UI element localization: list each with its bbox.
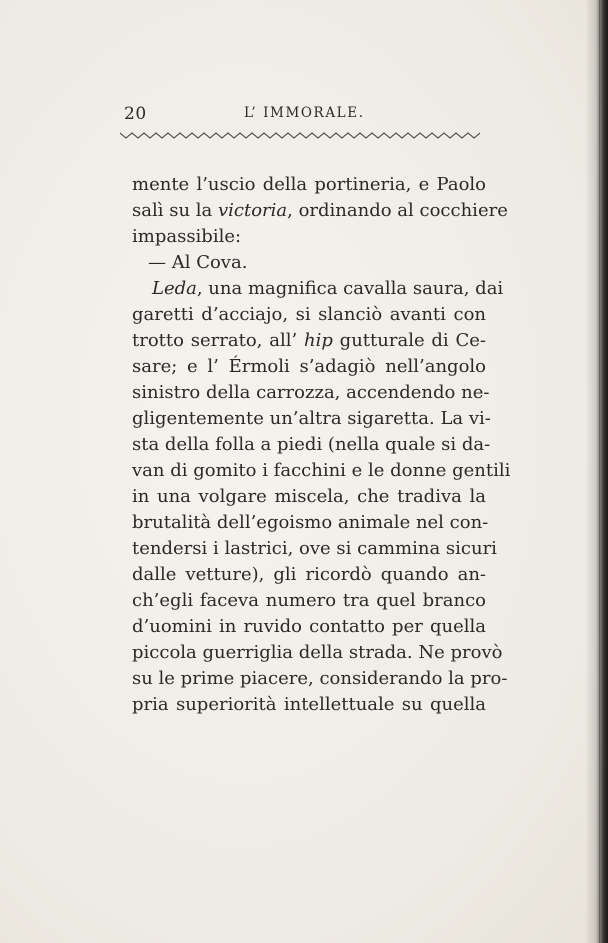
italic-word: victoria: [217, 200, 288, 221]
page-edge: [599, 0, 600, 943]
running-title: L’ IMMORALE.: [244, 105, 365, 121]
text-line: impassibile:: [132, 226, 242, 247]
body-text: [132, 172, 511, 718]
text-line: piccola guerriglia della strada. Ne provò: [132, 642, 503, 663]
ornamental-rule: [120, 129, 480, 141]
text-line: gligentemente un’altra sigaretta. La vi-: [132, 408, 491, 429]
text-line: ch’egli faceva numero tra quel branco: [132, 590, 486, 611]
text-line: pria superiorità intellettuale su quella: [132, 694, 486, 715]
text-line: mente l’uscio della portineria, e Paolo: [132, 174, 486, 195]
ornament-zigzag: [120, 133, 480, 138]
italic-word: hip: [304, 330, 333, 351]
page-number: 20: [124, 104, 147, 124]
text-line: trotto serrato, all’ hip gutturale di Ce-: [132, 330, 487, 351]
text-line: su le prime piacere, considerando la pro-: [132, 668, 508, 689]
text-line: brutalità dell’egoismo animale nel con-: [132, 512, 489, 533]
text-line: dalle vetture), gli ricordò quando an-: [132, 564, 486, 585]
text-line: in una volgare miscela, che tradiva la: [132, 486, 486, 507]
text-line: sinistro della carrozza, accendendo ne-: [132, 382, 490, 403]
text-line: sta della folla a piedi (nella quale si da-: [132, 434, 491, 455]
text-line: d’uomini in ruvido contatto per quella: [132, 616, 486, 637]
text-line: Leda, una magnifica cavalla saura, dai: [152, 278, 504, 299]
italic-word: Leda: [152, 278, 197, 299]
text-line: van di gomito i facchini e le donne gentili: [132, 460, 511, 481]
text-line: sare; e l’ Érmoli s’adagiò nell’angolo: [132, 356, 486, 377]
text-line: tendersi i lastrici, ove si cammina sicuri: [132, 538, 497, 559]
text-line: garetti d’acciajo, si slanciò avanti con: [132, 304, 486, 325]
dialogue-line: — Al Cova.: [148, 252, 248, 273]
running-head: [124, 104, 482, 126]
text-line: salì su la victoria, ordinando al cocchiere: [132, 200, 508, 221]
